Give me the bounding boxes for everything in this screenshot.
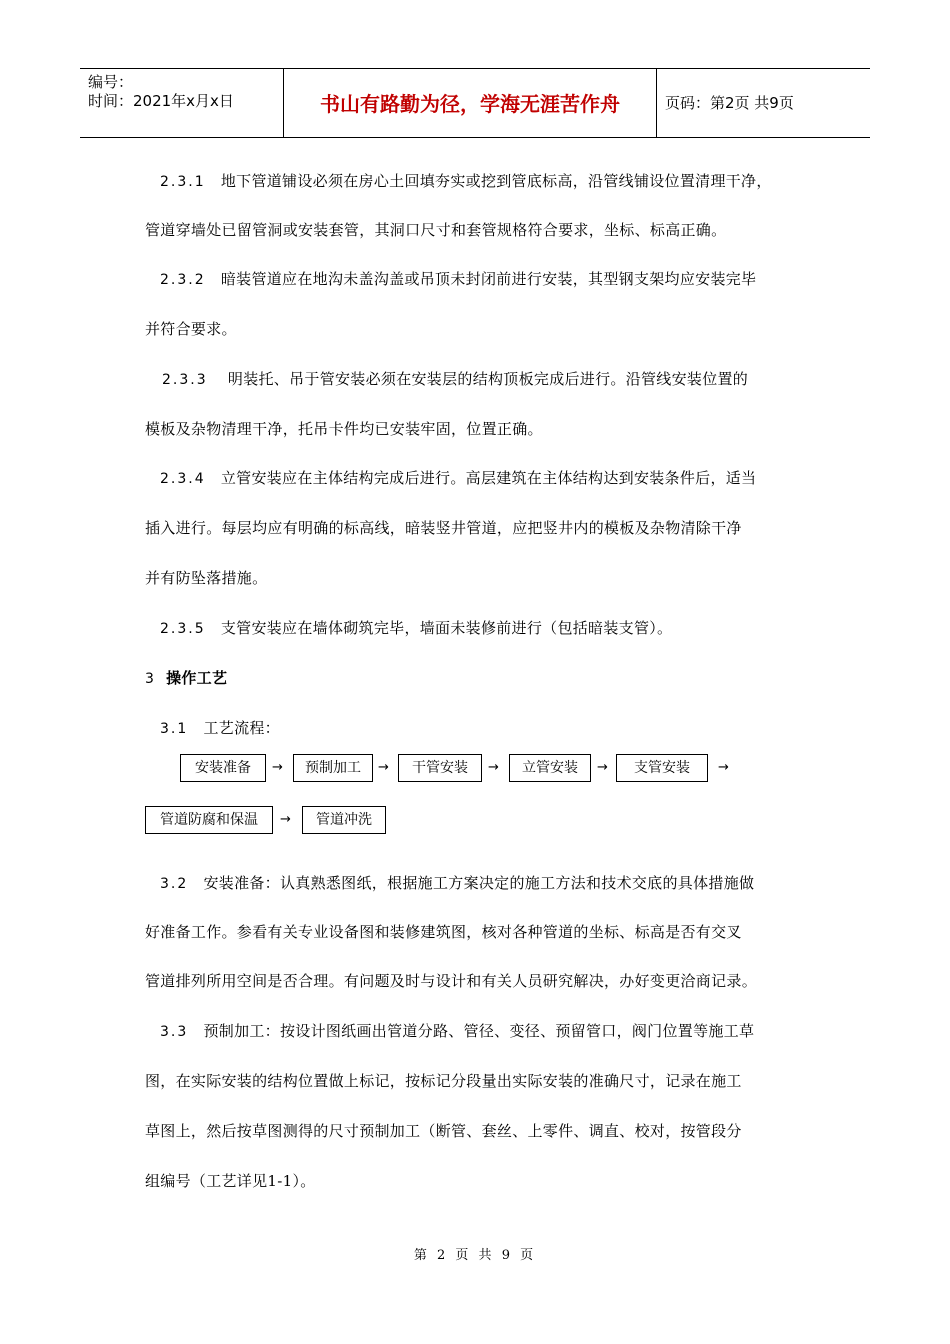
- flow-step-prefab: 预制加工: [293, 754, 373, 782]
- paragraph-line: [160, 1021, 754, 1042]
- section-number: 3.3: [160, 1024, 189, 1040]
- section-number: 3.1: [160, 721, 189, 737]
- paragraph-line: 草图上，然后按草图测得的尺寸预制加工（断管、套丝、上零件、调直、校对，按管段分: [145, 1122, 742, 1140]
- flow-step-install-prep: 安装准备: [180, 754, 266, 782]
- section-number: 2.3.4: [160, 471, 206, 487]
- section-number: 2.3.2: [160, 272, 206, 288]
- flow-step-riser: 立管安装: [509, 754, 591, 782]
- section-heading: [145, 668, 227, 689]
- section-number: 2.3.5: [160, 621, 206, 637]
- header-motto-cell: [284, 69, 657, 137]
- paragraph-line: [160, 171, 772, 192]
- paragraph-line: [162, 369, 748, 390]
- section-number: 3.2: [160, 876, 189, 892]
- paragraph-line: 并符合要求。: [145, 320, 237, 338]
- flow-step-flush: 管道冲洗: [302, 806, 386, 834]
- paragraph-text: 地下管道铺设必须在房心土回填夯实或挖到管底标高，沿管线铺设位置清理干净，: [220, 172, 772, 190]
- paragraph-line: 并有防坠落措施。: [145, 569, 268, 587]
- arrow-icon: →: [488, 760, 499, 775]
- arrow-icon: →: [597, 760, 608, 775]
- paragraph-line: [160, 873, 754, 894]
- section-number: 3: [145, 671, 156, 687]
- arrow-icon: →: [280, 812, 291, 827]
- paragraph-line: 组编号（工艺详见1-1）。: [145, 1172, 316, 1190]
- arrow-icon: →: [272, 760, 283, 775]
- document-header: [80, 68, 870, 138]
- paragraph-text: 明装托、吊于管安装必须在安装层的结构顶板完成后进行。沿管线安装位置的: [227, 370, 749, 388]
- paragraph-line: 图，在实际安装的结构位置做上标记，按标记分段量出实际安装的准确尺寸，记录在施工: [145, 1072, 742, 1090]
- section-title: 操作工艺: [166, 669, 228, 687]
- paragraph-line: 模板及杂物清理干净，托吊卡件均已安装牢固，位置正确。: [145, 420, 543, 438]
- header-info-cell: [80, 69, 284, 137]
- paragraph-line: 好准备工作。参看有关专业设备图和装修建筑图，核对各种管道的坐标、标高是否有交叉: [145, 923, 742, 941]
- flow-step-main-pipe: 干管安装: [398, 754, 482, 782]
- section-number: 2.3.1: [160, 174, 206, 190]
- motto: 书山有路勤为径，学海无涯苦作舟: [320, 92, 620, 116]
- flow-step-branch: 支管安装: [616, 754, 708, 782]
- arrow-icon: →: [378, 760, 389, 775]
- page-code: 页码：第2页 共9页: [665, 94, 794, 112]
- flow-step-anticorrosion: 管道防腐和保温: [145, 806, 273, 834]
- paragraph-line: 插入进行。每层均应有明确的标高线，暗装竖井管道，应把竖井内的模板及杂物清除干净: [145, 519, 742, 537]
- arrow-icon: →: [718, 760, 729, 775]
- paragraph-text: 立管安装应在主体结构完成后进行。高层建筑在主体结构达到安装条件后，适当: [220, 469, 757, 487]
- paragraph-line: [160, 468, 756, 489]
- paragraph-text: 支管安装应在墙体砌筑完毕，墙面未装修前进行（包括暗装支管）。: [220, 619, 673, 637]
- number-label: 编号：: [88, 73, 134, 91]
- paragraph-line: 管道排列所用空间是否合理。有问题及时与设计和有关人员研究解决，办好变更洽商记录。: [145, 972, 758, 990]
- paragraph-line: [160, 269, 756, 290]
- section-number: 2.3.3: [162, 372, 208, 388]
- section-title: 工艺流程：: [203, 719, 280, 737]
- paragraph-text: 预制加工：按设计图纸画出管道分路、管径、变径、预留管口，阀门位置等施工草: [203, 1022, 755, 1040]
- paragraph-text: 安装准备：认真熟悉图纸，根据施工方案决定的施工方法和技术交底的具体措施做: [203, 874, 755, 892]
- paragraph-line: 管道穿墙处已留管洞或安装套管，其洞口尺寸和套管规格符合要求，坐标、标高正确。: [145, 221, 727, 239]
- time-label: 时间：2021年x月x日: [88, 92, 234, 110]
- paragraph-line: [160, 618, 672, 639]
- subsection-heading: [160, 718, 280, 739]
- header-page-cell: [657, 69, 870, 137]
- paragraph-text: 暗装管道应在地沟未盖沟盖或吊顶未封闭前进行安装，其型钢支架均应安装完毕: [220, 270, 757, 288]
- page-footer: 第 2 页 共 9 页: [413, 1248, 537, 1263]
